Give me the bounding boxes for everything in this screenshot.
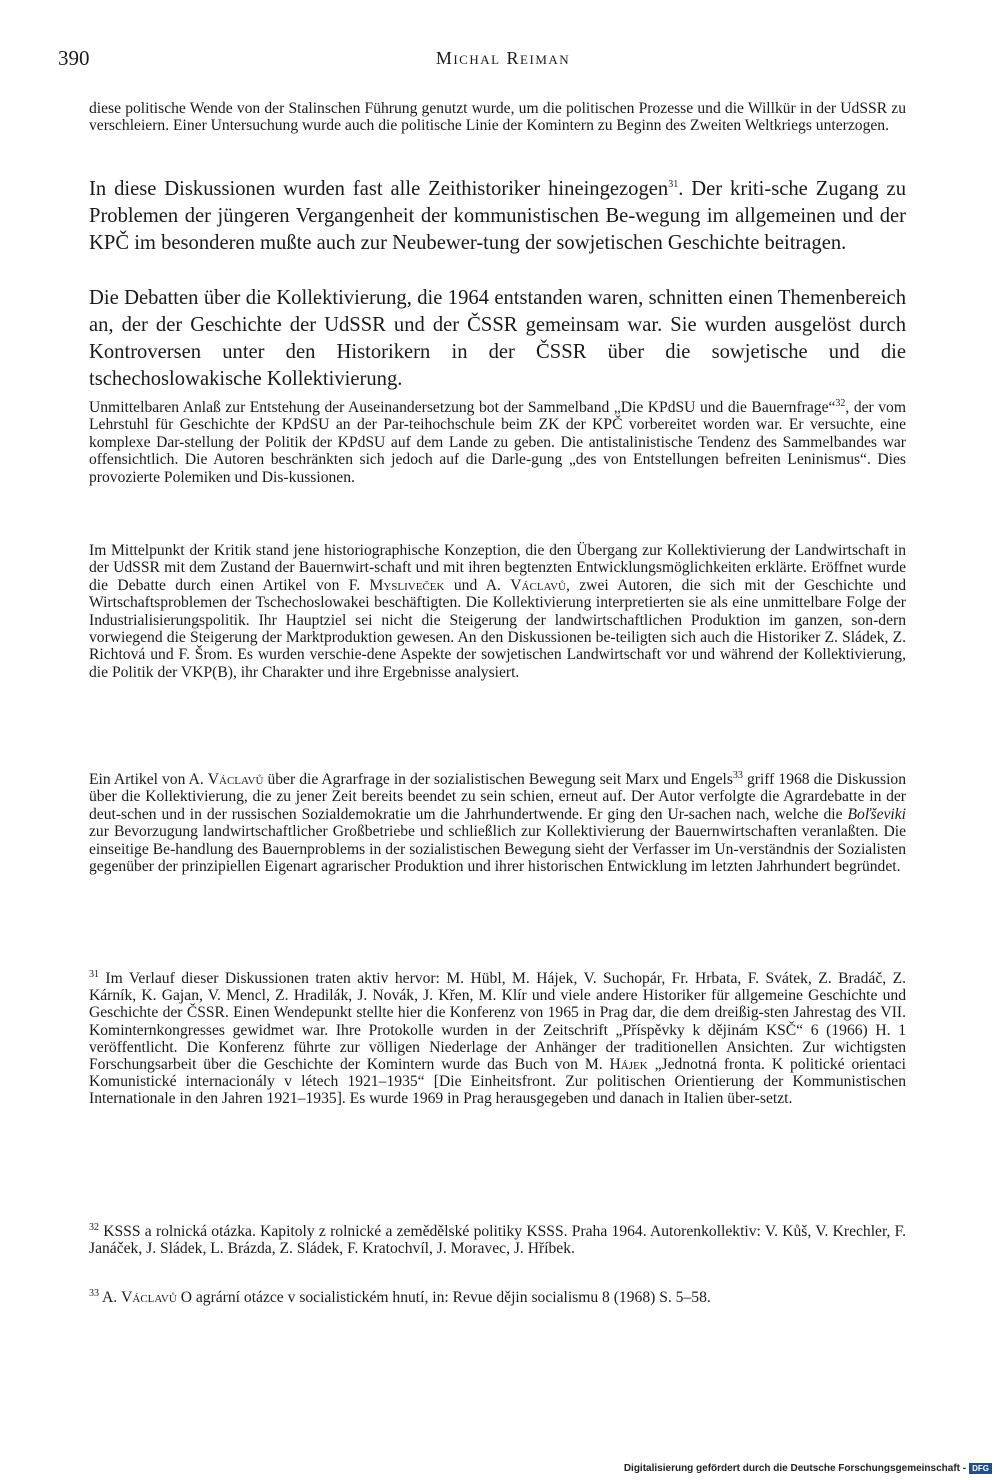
footnote-text: Im Verlauf dieser Diskussionen traten aktiv hervor: M. Hübl, M. Hájek, V. Suchopár, Fr. Hrbata, F. Svátek, Z. Bradáč, Z. Kárník, K. Gajan, V. Mencl, Z. Hradilák, J. Novák, J. Křen, M. Klír und viele andere Historiker für allgemeine Geschichte und Geschichte der ČSSR. Einen Wendepunkt stellte hier die Konferenz von 1965 in Prag dar, die dem dreißig-sten Jahrestag des VII. Kominternkongresses gewidmet war. Ihre Protokolle wurden in der Zeitschrift „Příspěvky k dějinám KSČ“ 6 (1966) H. 1 veröffentlicht. Die Konferenz führte zur völligen Niederlage der Anhänger der traditionellen Ansichten. Zur wichtigsten Forschungsarbeit über die Geschichte der Komintern wurde das Buch von M.: [89, 970, 906, 1074]
footnote-text: KSSS a rolnická otázka. Kapitoly z rolnické a zemědělské politiky KSSS. Praha 1964. Autorenkollektiv: V. Kůš, V. Krechler, F. Janáček, J. Sládek, L. Brázda, Z. Sládek, F. Kratochvíl, J. Moravec, J. Hříbek.: [89, 1223, 906, 1258]
footnote-number: 31: [89, 968, 99, 980]
paragraph-discussions: [89, 176, 906, 257]
digitization-credit: [624, 1463, 992, 1474]
paragraph-text: , zwei Autoren, die sich mit der Geschichte und Wirtschaftsproblemen der Tschechoslowakei beschäftigten. Die Kollektivierung interpretierten sie als eine unmittelbare Folge der Industrialisierungspolitik. Ihr Hauptziel sei nicht die Steigerung der landwirtschaftlichen Produktion im ganzen, son-dern vorwiegend die Steigerung der Marktproduktion gewesen. An den Diskussionen be-teiligten sich auch die Historiker Z. Sládek, Z. Richtová und F. Šrom. Es wurden verschie-dene Aspekte der sowjetischen Landwirtschaft vor und während der Kollektivierung, die Politik der VKP(B), ihr Charakter und ihre Ergebnisse analysiert.: [89, 576, 907, 681]
running-head: Michal Reiman: [435, 48, 571, 68]
author-name: Václavů: [207, 771, 264, 788]
paragraph-text: Ein Artikel von A.: [89, 771, 208, 788]
footnote-text: „Jednotná fronta. K politické orientaci Komunistické internacionály v létech 1921–1935“ [Die Einheitsfront. Zur politischen Orientierung der Kommunistischen Internationale in den Jahren 1921–1935]. Es wurde 1969 in Prag herausgegeben und danach in Italien über-setzt.: [89, 1056, 906, 1108]
footnote-number: 32: [89, 1221, 99, 1233]
paragraph-text: über die Agrarfrage in der sozialistischen Bewegung seit Marx und Engels: [263, 771, 733, 788]
paragraph-agrarian-question: [89, 771, 906, 875]
paragraph-occasion: [89, 399, 906, 486]
author-name: Václavů: [510, 576, 566, 594]
footnote-text: O agrární otázce v socialistickém hnutí, in: Revue dějin socialismu 8 (1968) S. 5–58.: [176, 1289, 711, 1306]
paragraph-text: In diese Diskussionen wurden fast alle Zeithistoriker hineingezogen: [89, 178, 669, 200]
footnote-ref-31[interactable]: 31: [668, 179, 679, 191]
paragraph-text: zur Bevorzugung landwirtschaftlicher Großbetriebe und schließlich zur Kollektivierung der Bauernwirtschaften veranlaßten. Die einseitige Be-handlung des Bauernproblems in der sozialistischen Bewegung sieht der Verfasser im Un-verständnis der Sozialisten gegenüber der prinzipiellen Eigenart agrarischer Produktion und ihrer historischen Entwicklung im letzten Jahrhundert begründet.: [89, 823, 906, 876]
dfg-logo: DFG: [969, 1463, 992, 1474]
page-number: 390: [58, 46, 90, 70]
italic-term: Boľševiki: [847, 805, 906, 823]
footnote-ref-33[interactable]: 33: [732, 769, 743, 781]
paragraph-text: Unmittelbaren Anlaß zur Entstehung der Auseinandersetzung bot der Sammelband „Die KPdSU und die Bauernfrage“: [89, 399, 836, 416]
paragraph-text: diese politische Wende von der Stalinschen Führung genutzt wurde, um die politischen Prozesse und die Willkür in der UdSSR zu verschleiern. Einer Untersuchung wurde auch die politische Linie der Komintern zu Beginn des Zweiten Weltkriegs unterzogen.: [89, 100, 906, 135]
footnote-number: 33: [89, 1287, 99, 1299]
paragraph-continuation: [89, 100, 906, 135]
paragraph-text: griff 1968 die Diskussion über die Kollektivierung, die zu jener Zeit bereits beendet zu sein schien, erneut auf. Der Autor verfolgte die Agrardebatte in der deut-schen und in der russischen Sozialdemokratie um die Jahrhundertwende. Er ging den Ur-sachen nach, welche die: [89, 771, 906, 823]
paragraph-text: . Der kriti-sche Zugang zu Problemen der jüngeren Vergangenheit der kommunistischen Be-wegung im allgemeinen und der KPČ im besonderen mußte auch zur Neubewer-tung der sowjetischen Geschichte beitragen.: [89, 178, 906, 254]
footnote-32: [89, 1223, 906, 1257]
paragraph-criticism: [89, 542, 906, 681]
credit-text: Digitalisierung gefördert durch die Deutsche Forschungsgemeinschaft -: [623, 1463, 967, 1474]
paragraph-text: Die Debatten über die Kollektivierung, die 1964 entstanden waren, schnitten einen Themenbereich an, der der Geschichte der UdSSR und der ČSSR gemeinsam war. Sie wurden ausgelöst durch Kontroversen unter den Historikern in der ČSSR über die sowjetische und die tschechoslowakische Kollektivierung.: [89, 287, 906, 390]
footnote-ref-32[interactable]: 32: [835, 397, 846, 409]
paragraph-text: Im Mittelpunkt der Kritik stand jene historiographische Konzeption, die den Übergang zur Kollektivierung der Landwirtschaft in der UdSSR mit dem Zustand der Bauernwirt-schaft und mit ihren begtenzten Entwicklungsmöglichkeiten erklärte. Eröffnet wurde die Debatte durch einen Artikel von F.: [89, 542, 906, 594]
footnote-33: [89, 1289, 906, 1306]
footnote-31: [89, 970, 906, 1108]
page-header: [58, 46, 948, 76]
paragraph-debates: [89, 285, 906, 393]
author-name: Václavů: [121, 1289, 177, 1306]
paragraph-text: und A.: [444, 576, 511, 594]
author-name: Hájek: [609, 1056, 648, 1074]
author-name: Mysliveček: [369, 576, 445, 594]
footnote-text: A.: [99, 1289, 122, 1306]
paragraph-text: , der vom Lehrstuhl für Geschichte der KPdSU an der Par-teihochschule beim ZK der KPČ vorbereitet worden war. Er versuchte, eine komplexe Dar-stellung der Politik der KPdSU auf dem Lande zu geben. Die antistalinistische Tendenz des Sammelbandes war offensichtlich. Die Autoren beschränkten sich jedoch auf die Darle-gung „des von Entstellungen befreiten Leninismus“. Dies provozierte Polemiken und Dis-kussionen.: [89, 399, 906, 486]
